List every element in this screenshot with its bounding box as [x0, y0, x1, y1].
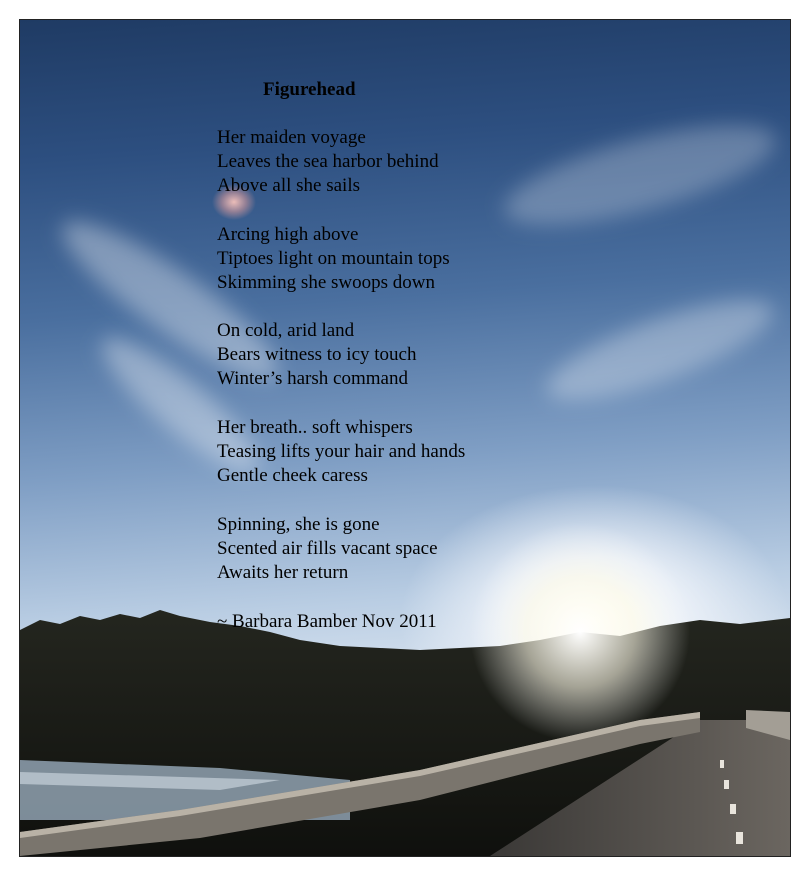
- poem-line: Arcing high above: [217, 224, 359, 245]
- poem-line: Gentle cheek caress: [217, 465, 368, 486]
- poem-line: Winter’s harsh command: [217, 368, 408, 389]
- poem-line: Above all she sails: [217, 175, 361, 196]
- poem-line: Scented air fills vacant space: [217, 538, 438, 559]
- poem-signature: ~ Barbara Bamber Nov 2011: [217, 611, 437, 632]
- background-photo: [19, 19, 791, 857]
- poem-line: Her breath.. soft whispers: [217, 417, 413, 438]
- poem-line: Spinning, she is gone: [217, 514, 380, 535]
- poem-line: Leaves the sea harbor behind: [217, 151, 439, 172]
- poem-line: Teasing lifts your hair and hands: [217, 441, 466, 462]
- poem-line: Tiptoes light on mountain tops: [217, 248, 450, 269]
- poem-line: Awaits her return: [217, 562, 349, 583]
- poem-line: Bears witness to icy touch: [217, 344, 417, 365]
- poem-line: On cold, arid land: [217, 320, 355, 341]
- poem-line: Skimming she swoops down: [217, 272, 435, 293]
- poem-line: Her maiden voyage: [217, 127, 366, 148]
- poem-title: Figurehead: [263, 79, 356, 100]
- poem-text: [20, 20, 790, 856]
